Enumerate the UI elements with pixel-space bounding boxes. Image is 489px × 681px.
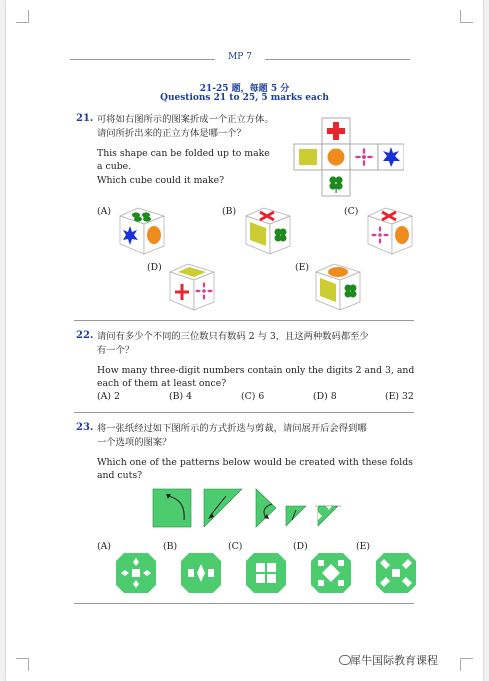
option-label[interactable]: (B) xyxy=(222,206,237,217)
question-divider xyxy=(74,603,414,604)
question-text-en: each of them at least once? xyxy=(97,378,227,389)
section-title-en: Questions 21 to 25, 5 marks each xyxy=(160,93,329,103)
question-text-en: This shape can be folded up to make xyxy=(97,148,270,159)
question-number: 21. xyxy=(76,113,94,124)
question-text-en: How many three-digit numbers contain only the digits 2 and 3, and xyxy=(97,365,415,376)
crop-mark xyxy=(16,10,29,23)
option-label[interactable]: (C) xyxy=(344,206,359,217)
question-divider xyxy=(74,320,414,321)
pattern-option-b[interactable] xyxy=(181,553,221,593)
page-label: MP 7 xyxy=(228,52,252,62)
option-value: 4 xyxy=(186,391,192,402)
cube-option-e[interactable] xyxy=(314,262,364,312)
option-label[interactable]: (C) xyxy=(228,541,243,552)
crop-mark xyxy=(16,658,29,671)
question-text-en: Which cube could it make? xyxy=(97,175,225,186)
pattern-option-c[interactable] xyxy=(246,553,286,593)
crop-mark xyxy=(460,10,473,23)
cube-option-d[interactable] xyxy=(168,262,218,312)
circle-icon xyxy=(328,267,348,277)
option-label: (D) xyxy=(313,391,328,402)
option-label[interactable]: (A) xyxy=(97,541,111,552)
option-label[interactable]: (B) xyxy=(163,541,178,552)
option-value: 2 xyxy=(113,391,120,402)
question-text-en: a cube. xyxy=(97,161,132,172)
option-label[interactable]: (D) xyxy=(147,262,162,273)
option-label[interactable]: (E) xyxy=(356,541,371,552)
pattern-option-d[interactable] xyxy=(311,553,351,593)
folding-steps-figure xyxy=(152,488,347,530)
question-text-cn: 一个选项的图案？ xyxy=(97,437,172,448)
option-value: 8 xyxy=(330,391,337,402)
page-header xyxy=(70,52,410,66)
watermark-text: 犀牛国际教育课程 xyxy=(350,654,438,667)
question-text-cn: 有一个？ xyxy=(97,345,135,356)
circle-icon xyxy=(395,226,409,244)
question-text-cn: 请问所折出来的正立方体是哪一个？ xyxy=(97,128,246,139)
pattern-option-e[interactable] xyxy=(376,553,416,593)
cube-net-figure xyxy=(290,115,404,199)
crop-mark xyxy=(460,658,473,671)
question-text-cn: 请问有多少个不同的三位数只有数码 2 与 3，且这两种数码都至少 xyxy=(97,331,369,342)
option-value: 32 xyxy=(402,391,414,402)
question-divider xyxy=(74,412,414,413)
pattern-option-a[interactable] xyxy=(116,553,156,593)
header-rule-right xyxy=(265,59,410,60)
option-label: (A) xyxy=(97,391,111,402)
option-c[interactable] xyxy=(241,391,264,402)
question-text-cn: 可将如右图所示的图案折成一个正立方体。 xyxy=(97,114,274,125)
question-number: 22. xyxy=(76,330,94,341)
option-a[interactable] xyxy=(97,391,120,402)
option-label[interactable]: (E) xyxy=(295,262,310,273)
question-number: 23. xyxy=(76,422,94,433)
option-e[interactable] xyxy=(385,391,414,402)
question-text-en: and cuts? xyxy=(97,470,143,481)
cube-option-a[interactable] xyxy=(118,206,168,256)
option-label[interactable]: (A) xyxy=(97,206,111,217)
option-value: 6 xyxy=(258,391,265,402)
option-b[interactable] xyxy=(169,391,192,402)
option-label: (E) xyxy=(385,391,400,402)
option-label: (B) xyxy=(169,391,184,402)
square-icon xyxy=(299,149,317,165)
option-label[interactable]: (D) xyxy=(293,541,308,552)
circle-icon xyxy=(328,149,345,166)
cube-option-c[interactable] xyxy=(366,206,416,256)
cube-option-b[interactable] xyxy=(244,206,294,256)
section-title-cn: 21-25 题，每题 5 分 xyxy=(199,84,290,94)
header-rule-left xyxy=(70,59,215,60)
circle-icon xyxy=(147,226,161,244)
question-text-en: Which one of the patterns below would be created with these folds xyxy=(97,457,413,468)
question-text-cn: 将一张纸经过如下图所示的方式折迭与剪裁，请问展开后会得到哪 xyxy=(97,423,367,434)
option-label: (C) xyxy=(241,391,256,402)
option-d[interactable] xyxy=(313,391,337,402)
